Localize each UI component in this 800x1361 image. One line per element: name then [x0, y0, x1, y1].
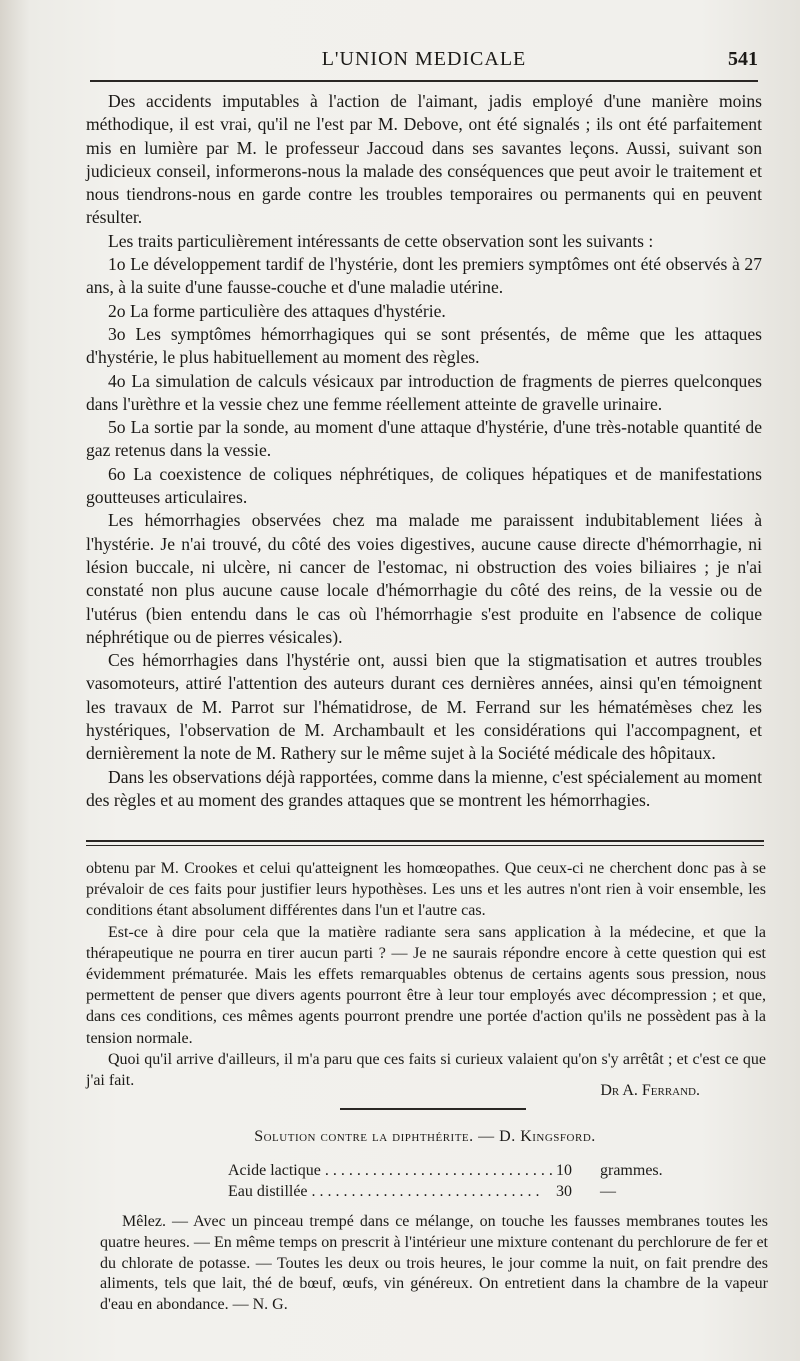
list-item: 4o La simulation de calculs vésicaux par introduction de fragments de pierres quelconques dans l'urèthre et la vessie chez une femme réellement atteinte de gravelle urinaire.	[86, 370, 762, 414]
list-item: 3o Les symptômes hémorrhagiques qui se sont présentés, de même que les attaques d'hystérie, le plus habituellement au moment des règles.	[86, 323, 762, 368]
section-divider	[86, 845, 764, 846]
list-item: 6o La coexistence de coliques néphrétiques, de coliques hépatiques et de manifestations goutteuses articulaires.	[86, 463, 762, 508]
paragraph: Des accidents imputables à l'action de l'aimant, jadis employé d'une manière moins méthodique, il est vrai, qu'il ne l'est par M. Debove, ont été signalés ; ils ont été parfaitement mis en lumière par M. le professeur Jaccoud dans ses savantes leçons. Aussi, suivant son judicieux conseil, informerons-nous la malade des conséquences que peut avoir le traitement et nous tiendrons-nous en garde contre les troubles temporaires ou permanents qui en peuvent résulter.	[86, 91, 762, 228]
paragraph: Quoi qu'il arrive d'ailleurs, il m'a paru que ces faits si curieux valaient qu'on s'y arrêtât ; et c'est ce que j'ai fait.	[86, 1050, 766, 1090]
header-rule	[90, 80, 758, 82]
therapeutics-column	[86, 858, 766, 1091]
page-header	[90, 44, 758, 80]
ingredient-qty: 10	[556, 1162, 572, 1179]
paragraph: Les hémorrhagies observées chez ma malade me paraissent indubitablement liées à l'hystérie. Je n'ai trouvé, du côté des voies digestives, aucune cause directe d'hémorrhagie, ni lésion buccale, ni ulcère, ni cancer de l'estomac, ni obstruction des voies biliaires ; je n'ai constaté non plus aucune cause locale d'hémorrhagie du côté des reins, de la vessie ou de l'utérus (bien entendu dans le cas où l'hémorrhagie s'est produite en l'absence de colique néphrétique ou de pierres vésicales).	[86, 510, 762, 647]
article-body	[86, 90, 762, 812]
ingredient-row	[228, 1181, 680, 1202]
ingredient-name: Acide lactique . . .	[228, 1160, 556, 1181]
short-divider	[340, 1108, 526, 1110]
recipe-instructions	[100, 1212, 768, 1316]
list-item: 5o La sortie par la sonde, au moment d'une attaque d'hystérie, d'une très-notable quantité de gaz retenus dans la vessie.	[86, 417, 762, 461]
list-item: 1o Le développement tardif de l'hystérie, dont les premiers symptômes ont été observés à 27 ans, à la suite d'une fausse-couche et d'une maladie utérine.	[86, 254, 762, 298]
paragraph: Mêlez. — Avec un pinceau trempé dans ce mélange, on touche les fausses membranes toutes les quatre heures. — En même temps on prescrit à l'intérieur une mixture contenant du perchlorure de fer et du chlorate de potasse. — Toutes les deux ou trois heures, le jour comme la nuit, on fait prendre des aliments, tels que lait, thé de bœuf, œufs, vin généreux. On entretient dans la chambre de la vapeur d'eau en abondance. — N. G.	[100, 1213, 768, 1314]
paragraph: Les traits particulièrement intéressants de cette observation sont les suivants :	[108, 230, 654, 251]
running-title: L'UNION MEDICALE	[321, 48, 527, 70]
ingredient-qty: 30	[556, 1183, 572, 1200]
paragraph: Ces hémorrhagies dans l'hystérie ont, aussi bien que la stigmatisation et autres troubles vasomoteurs, attiré l'attention des auteurs durant ces dernières années, ainsi qu'en témoignent les travaux de M. Parrot sur l'hématidrose, de M. Ferrand sur les hématémèses chez les hystériques, l'observation de M. Archambault et les considérations qui l'accompagnent, et dernièrement la note de M. Rathery sur le même sujet à la Société médicale des hôpitaux.	[86, 650, 762, 764]
ingredient-row	[228, 1160, 680, 1181]
paragraph: obtenu par M. Crookes et celui qu'atteignent les homœopathes. Que ceux-ci ne cherchent donc pas à se prévaloir de ces faits pour justifier leurs hypothèses. Les uns et les autres n'ont rien à voir ensemble, les conditions étant absolument différentes dans l'un et l'autre cas.	[86, 860, 766, 920]
recipe-title: Solution contre la diphthérite. — D. Kingsford.	[254, 1128, 596, 1145]
list-item: 2o La forme particulière des attaques d'hystérie.	[108, 300, 446, 321]
ingredient-name: Eau distillée . . .	[228, 1181, 556, 1202]
section-divider	[86, 840, 764, 842]
author-signature: Dr A. Ferrand.	[600, 1082, 700, 1099]
ingredient-unit: —	[600, 1183, 616, 1200]
recipe-ingredients	[228, 1160, 680, 1202]
paragraph: Est-ce à dire pour cela que la matière radiante sera sans application à la médecine, et que la thérapeutique ne pourra en tirer aucun parti ? — Je ne saurais répondre encore à cette question qui est évidemment prématurée. Mais les effets remarquables obtenus de certains agents sous pression, nous permettent de penser que divers agents pourront être à leur tour employés avec décompression ; et que, dans ces conditions, ces mêmes agents pourront prendre une portée d'action qu'ils ne possèdent pas à la tension normale.	[86, 923, 766, 1047]
page-number: 541	[728, 48, 758, 70]
paragraph: Dans les observations déjà rapportées, comme dans la mienne, c'est spécialement au moment des règles et au moment des grandes attaques que se montrent les hémorrhagies.	[86, 766, 762, 810]
ingredient-unit: grammes.	[600, 1162, 663, 1179]
